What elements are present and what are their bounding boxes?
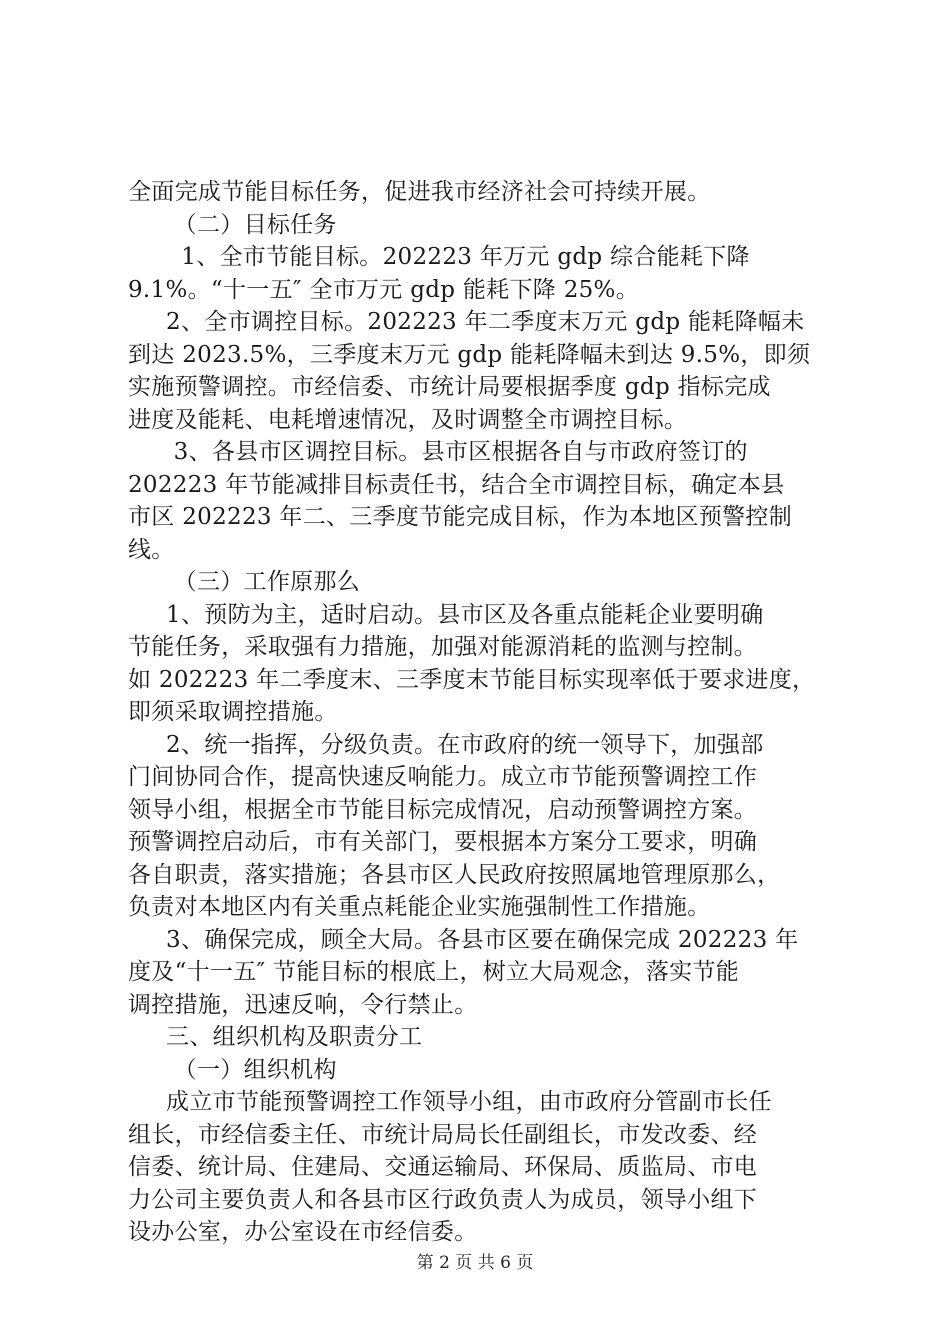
page-number-footer: 第 2 页 共 6 页 xyxy=(416,1253,534,1273)
text-line: 2、统一指挥，分级负责。在市政府的统一领导下，加强部 xyxy=(128,731,764,758)
section-heading: （一）组织机构 xyxy=(128,1056,337,1083)
text-line: 3、确保完成，顾全大局。各县市区要在确保完成 202223 年 xyxy=(128,926,799,953)
text-line: 节能任务，采取强有力措施，加强对能源消耗的监测与控制。 xyxy=(128,634,758,660)
body-text xyxy=(128,176,838,1249)
section-heading: （三）工作原那么 xyxy=(128,569,361,595)
text-line: 预警调控启动后，市有关部门，要根据本方案分工要求，明确 xyxy=(128,829,758,855)
text-line: 各自职责，落实措施；各县市区人民政府按照属地管理原那么， xyxy=(128,861,781,888)
text-line: 设办公室，办公室设在市经信委。 xyxy=(128,1219,478,1245)
text-line: 市区 202223 年二、三季度节能完成目标，作为本地区预警控制 xyxy=(128,504,793,530)
text-line: 负责对本地区内有关重点耗能企业实施强制性工作措施。 xyxy=(128,894,711,920)
text-line: 1、全市节能目标。202223 年万元 gdp 综合能耗下降 xyxy=(128,244,750,270)
text-line: 调控措施，迅速反响，令行禁止。 xyxy=(128,991,478,1018)
text-line: 组长，市经信委主任、市统计局局长任副组长，市发改委、经 xyxy=(128,1121,758,1148)
text-line: 全面完成节能目标任务，促进我市经济社会可持续开展。 xyxy=(128,179,711,205)
text-line: 进度及能耗、电耗增速情况，及时调整全市调控目标。 xyxy=(128,406,688,433)
text-line: 即须采取调控措施。 xyxy=(128,699,338,725)
text-line: 门间协同合作，提高快速反响能力。成立市节能预警调控工作 xyxy=(128,764,758,790)
section-heading: （二）目标任务 xyxy=(128,211,337,238)
text-line: 到达 2023.5%，三季度末万元 gdp 能耗降幅未到达 9.5%，即须 xyxy=(128,341,811,368)
text-line: 实施预警调控。市经信委、市统计局要根据季度 gdp 指标完成 xyxy=(128,374,771,400)
text-line: 成立市节能预警调控工作领导小组，由市政府分管副市长任 xyxy=(128,1089,772,1115)
text-line: 力公司主要负责人和各县市区行政负责人为成员，领导小组下 xyxy=(128,1186,758,1213)
text-line: 3、各县市区调控目标。县市区根据各自与市政府签订的 xyxy=(128,439,748,465)
section-heading: 三、组织机构及职责分工 xyxy=(128,1024,423,1050)
text-line: 信委、统计局、住建局、交通运输局、环保局、质监局、市电 xyxy=(128,1154,758,1180)
text-line: 度及“十一五″ 节能目标的根底上，树立大局观念，落实节能 xyxy=(128,959,740,985)
text-line: 1、预防为主，适时启动。县市区及各重点能耗企业要明确 xyxy=(128,601,764,628)
text-line: 领导小组，根据全市节能目标完成情况，启动预警调控方案。 xyxy=(128,796,758,823)
text-line: 线。 xyxy=(128,536,175,563)
text-line: 9.1%。“十一五″ 全市万元 gdp 能耗下降 25%。 xyxy=(128,276,640,303)
text-line: 2、全市调控目标。202223 年二季度末万元 gdp 能耗降幅未 xyxy=(128,309,805,335)
text-line: 如 202223 年二季度末、三季度末节能目标实现率低于要求进度， xyxy=(128,666,816,693)
text-line: 202223 年节能减排目标责任书，结合全市调控目标，确定本县 xyxy=(128,471,785,498)
